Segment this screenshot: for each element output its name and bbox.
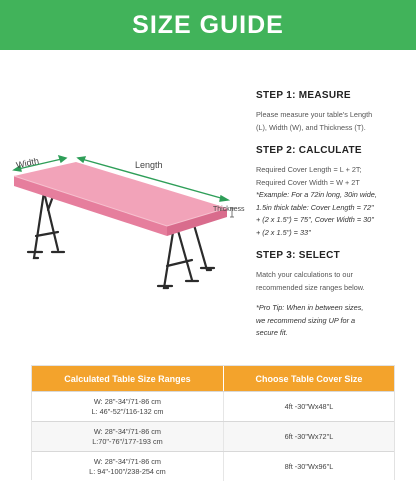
step3-text-line: Match your calculations to our bbox=[256, 270, 353, 279]
step3-heading: STEP 3: SELECT bbox=[256, 250, 341, 261]
size-range-cell bbox=[32, 452, 224, 481]
step1-text-line: Please measure your table's Length bbox=[256, 110, 373, 119]
range-width: W: 28"-34"/71-86 cm bbox=[93, 396, 162, 406]
range-length: L: 46"-52"/116-132 cm bbox=[91, 406, 164, 416]
step2-formula-line: Required Cover Width = W + 2T bbox=[256, 177, 360, 187]
step2-formula-line: Required Cover Length = L + 2T; bbox=[256, 165, 362, 174]
range-width: W: 28"-34"/71-86 cm bbox=[93, 456, 162, 466]
range-length: L:70"-76"/177-193 cm bbox=[92, 436, 163, 446]
pro-tip-line: *Pro Tip: When in between sizes, bbox=[256, 303, 364, 312]
range-length: L: 94"-100"/238-254 cm bbox=[89, 466, 166, 476]
range-width: W: 28"-34"/71-86 cm bbox=[93, 426, 162, 436]
step3-text-line: recommended size ranges below. bbox=[256, 282, 365, 292]
size-range-cell bbox=[32, 422, 224, 451]
pro-tip-line: secure fit. bbox=[256, 328, 288, 337]
thickness-label: Thickness bbox=[213, 206, 245, 213]
table-header-ranges: Calculated Table Size Ranges bbox=[32, 366, 224, 391]
step2-example-line: *Example: For a 72in long, 30in wide, bbox=[256, 190, 377, 199]
step2-example-line: 1.5in thick table: Cover Length = 72" bbox=[256, 202, 374, 212]
size-range-cell bbox=[32, 392, 224, 421]
cover-size-cell: 4ft -30"Wx48"L bbox=[284, 401, 334, 411]
table-row bbox=[32, 421, 394, 451]
page-title: SIZE GUIDE bbox=[132, 10, 284, 39]
step1-heading: STEP 1: MEASURE bbox=[256, 90, 351, 101]
cover-size-cell: 6ft -30"Wx72"L bbox=[284, 431, 334, 441]
table-row bbox=[32, 451, 394, 481]
header-banner bbox=[0, 0, 416, 50]
instructions-panel bbox=[256, 90, 411, 340]
step1-text-line: (L), Width (W), and Thickness (T). bbox=[256, 122, 366, 132]
width-label: Width bbox=[15, 155, 40, 171]
table-illustration bbox=[0, 140, 250, 290]
size-table bbox=[31, 365, 395, 480]
pro-tip-line: we recommend sizing UP for a bbox=[256, 315, 356, 325]
length-label: Length bbox=[135, 160, 163, 170]
table-header-row bbox=[32, 366, 394, 391]
step2-example-line: + (2 x 1.5") = 33" bbox=[256, 227, 311, 237]
step2-example-line: + (2 x 1.5") = 75", Cover Width = 30" bbox=[256, 215, 374, 224]
step2-heading: STEP 2: CALCULATE bbox=[256, 145, 362, 156]
table-header-cover: Choose Table Cover Size bbox=[255, 373, 363, 384]
cover-size-cell: 8ft -30"Wx96"L bbox=[284, 461, 334, 471]
table-row bbox=[32, 391, 394, 421]
